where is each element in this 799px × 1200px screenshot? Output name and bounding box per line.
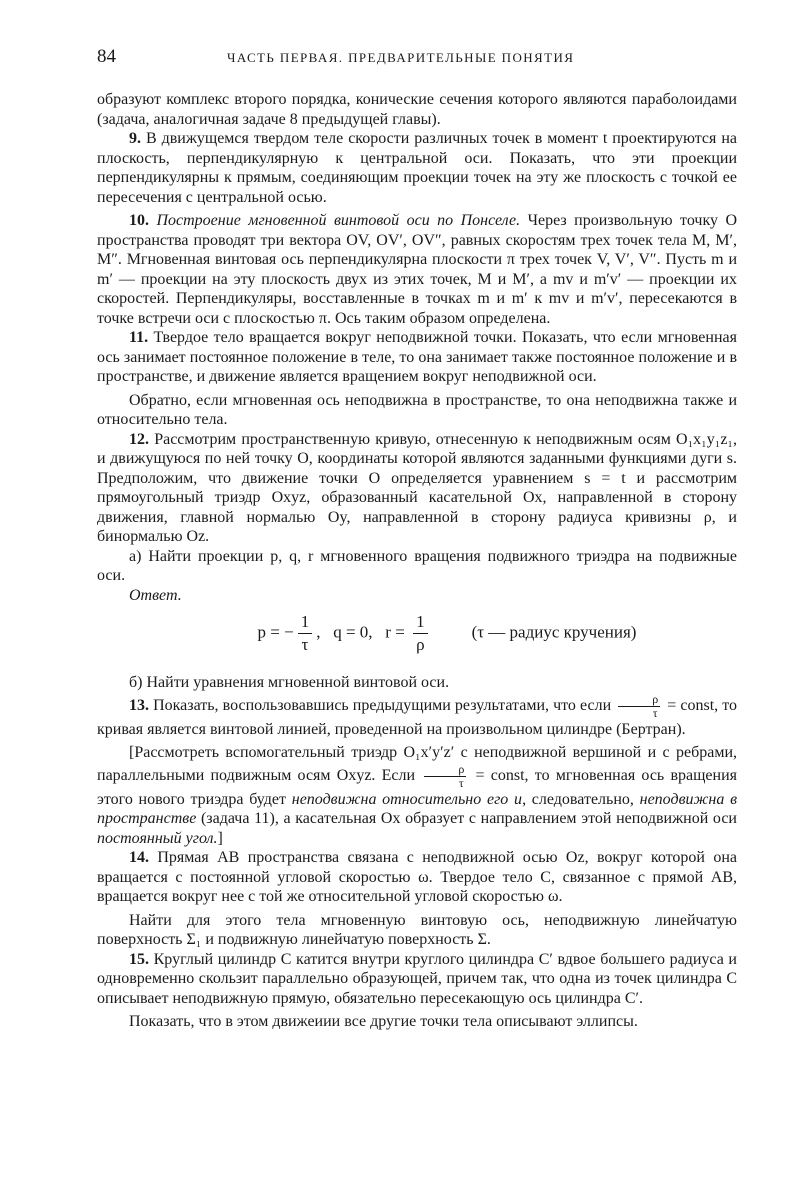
paragraph: Показать, что в этом движеиии все другие точки тела описывают эллипсы. <box>129 1013 638 1030</box>
formula-p: p = − <box>257 622 294 642</box>
problem-12 <box>97 430 737 547</box>
page-number: 84 <box>97 46 116 67</box>
problem-15 <box>97 950 737 1009</box>
problem-number: 13. <box>129 696 149 714</box>
problem-14 <box>97 848 737 907</box>
problem-number: 12. <box>129 430 149 448</box>
problem-10 <box>97 211 737 328</box>
problem-number: 10. <box>129 212 149 229</box>
fraction-rho-tau: $\frac{\rho}{\tau}$ <box>618 693 660 720</box>
formula-q-r: , q = 0, r = <box>316 622 410 642</box>
problem-number: 9. <box>129 130 141 147</box>
problem-9 <box>97 129 737 207</box>
page-header <box>97 46 737 70</box>
paragraph: Найти для этого тела мгновенную винтовую ось, неподвижную линейчатую поверхность Σ₁ и подвижную линейчатую поверхность Σ. <box>97 911 737 948</box>
problem-text: Прямая AB пространства связана с неподвижной осью Oz, вокруг которой она вращается с постоянной угловой скоростью ω. Твердое тело C, связанное с прямой AB, вращается вокруг нее с той же относительной угловой скоростью ω. <box>97 849 737 905</box>
problem-13-hint: [Рассмотреть вспомогательный триэдр O₁x′y′z′ с неподвижной вершиной и с ребрами, параллельными подвижным осям Oxyz. Если $\frac{\rho}{\tau}$ = const, то мгновенная ось вращения этого нового триэдра будет неподвижна относительно его u, следовательно, неподвижна в пространстве (задача 11), а касательная Ox образует с направлением этой неподвижной оси постоянный угол.] <box>97 744 738 847</box>
formula-note: (τ — радиус кручения) <box>471 622 637 642</box>
problem-text: В движущемся твердом теле скорости различных точек в момент t проектируются на плоскость, перпендикулярную к центральной оси. Показать, что эти проекции перпендикулярны к прямым, соединяющим проекции точек на эту же плоскость с точкой ее пересечения с центральной осью. <box>97 130 737 206</box>
problem-13: 13. Показать, воспользовавшись предыдущими результатами, что если $\frac{\rho}{\tau}$ = const, то кривая является винтовой линией, проведенной на произвольном цилиндре (Бертран). <box>97 691 738 738</box>
running-title: ЧАСТЬ ПЕРВАЯ. ПРЕДВАРИТЕЛЬНЫЕ ПОНЯТИЯ <box>227 50 575 65</box>
problem-number: 15. <box>129 950 149 968</box>
problem-text: Рассмотрим пространственную кривую, отнесенную к неподвижным осям O₁x₁y₁z₁, и движущуюся по ней точку O, координаты которой являются заданными функциями дуги s. Предположим, что движение точки O определяется уравнением s = t и рассмотрим прямоугольный триэдр Oxyz, образованный касательной Ox, направленной в сторону движения, главной нормалью Oy, направленной в сторону радиуса кривизны ρ, и бинормалью Oz. <box>97 430 737 545</box>
fraction-rho-tau: $\frac{\rho}{\tau}$ <box>424 763 466 790</box>
fraction-1-tau: $\frac{1}{\tau}$ <box>298 611 313 656</box>
answer-label: Ответ. <box>129 586 182 604</box>
paragraph-continued: образуют комплекс второго порядка, конические сечения которого являются параболоидами (задача, аналогичная задаче 8 предыдущей главы). <box>97 91 737 128</box>
answer-formula <box>97 611 737 663</box>
problem-11 <box>97 328 737 387</box>
fraction-1-rho: $\frac{1}{\rho}$ <box>413 611 428 656</box>
problem-title: Построение мгновенной винтовой оси по Понселе. <box>149 212 521 229</box>
paragraph: Обратно, если мгновенная ось неподвижна в пространстве, то она неподвижна также и относительно тела. <box>97 391 737 428</box>
problem-text: Круглый цилиндр C катится внутри круглого цилиндра C′ вдвое большего радиуса и одновременно скользит параллельно образующей, причем так, что одна из точек цилиндра C описывает неподвижную прямую, обязательно пересекающую ось цилиндра C′. <box>97 950 737 1007</box>
problem-text: Через произвольную точку O пространства проводят три вектора OV, OV′, OV″, равных скоростям трех точек тела M, M′, M″. Мгновенная винтовая ось перпендикулярна плоскости π трех точек V, V′, V″. Пусть m и m′ — проекции на эту плоскость двух из этих точек, M и M′, а mv и m′v′ — проекции их скоростей. Перпендикуляры, восставленные в точках m и m′ к mv и m′v′, пересекаются в точке встречи оси с плоскостью π. Ось таким образом определена. <box>97 212 738 327</box>
problem-number: 14. <box>129 849 149 866</box>
problem-12-part-a: а) Найти проекции p, q, r мгновенного вращения подвижного триэдра на подвижные оси. <box>97 547 737 584</box>
problem-12-part-b: б) Найти уравнения мгновенной винтовой оси. <box>129 674 450 691</box>
problem-text: Твердое тело вращается вокруг неподвижной точки. Показать, что если мгновенная ось занимает постоянное положение в теле, то она занимает также постоянное положение и в пространстве, и движение является вращением вокруг неподвижной оси. <box>97 329 737 385</box>
problem-number: 11. <box>129 329 149 346</box>
page-body <box>97 90 737 1032</box>
